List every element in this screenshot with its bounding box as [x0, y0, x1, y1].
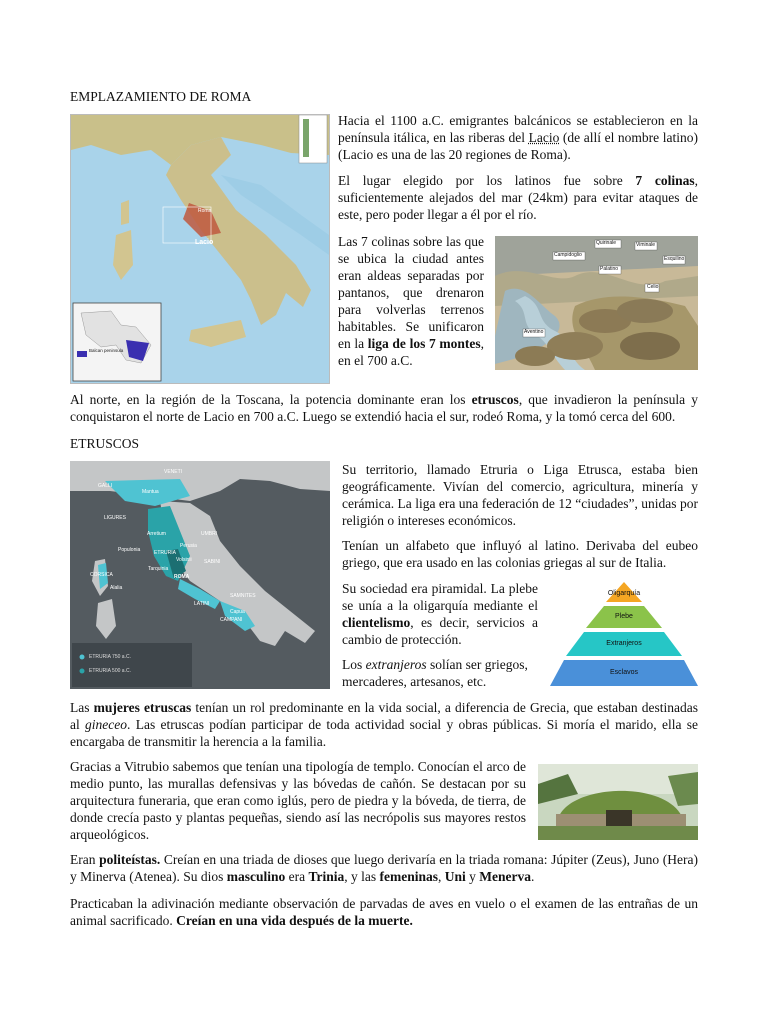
etruria-label-campani: CAMPANI: [220, 617, 243, 623]
heading-emplazamiento: EMPLAZAMIENTO DE ROMA: [70, 89, 252, 104]
hill-label-palatino: Palatino: [600, 266, 619, 272]
hill-label-celio: Celio: [647, 284, 659, 290]
map-label-lacio: Lacio: [195, 239, 214, 246]
etruria-label-ligures: LIGURES: [104, 515, 126, 521]
para-emigrantes: Hacia el 1100 a.C. emigrantes balcánicos se establecieron en la península itálica, en las riberas del Lacio (de allí el nombre latino) (Lacio es una de las 20 regiones de Roma).: [338, 113, 699, 162]
etruria-label-galli: GALLI: [98, 483, 113, 489]
hill-label-viminale: Viminale: [636, 242, 656, 248]
etruria-label-etruria: ETRURIA: [154, 550, 176, 556]
etruria-label-perusia: Perusia: [180, 543, 197, 549]
etruria-label-samnites: SAMNITES: [230, 593, 256, 599]
para-sociedad: Su sociedad era piramidal. La plebe se unía a la oligarquía mediante el clientelismo, es decir, servicios a cambio de protección.: [342, 581, 538, 647]
heading-etruscos: ETRUSCOS: [70, 436, 140, 451]
etruria-label-arretium: Arretium: [147, 531, 166, 537]
para-etruscos-norte: Al norte, en la región de la Toscana, la potencia dominante eran los etruscos, que invadieron la península y conquistaron el norte de Lacio en 700 a.C. Luego se extendió hacia el sur, rodeó Roma, y la tomó cerca del 600.: [70, 392, 698, 424]
etruria-label-populonia: Populonia: [118, 547, 141, 553]
etruria-label-capua: Capua: [230, 609, 245, 615]
etruria-label-alalia: Alalia: [110, 585, 123, 591]
pyramid-label-esclavos: Esclavos: [609, 669, 638, 676]
inset-legend: Balcan peninsula: [89, 348, 124, 353]
para-alfabeto: Tenían un alfabeto que influyó al latino. Derivaba del eubeo griego, que era usado en las colonias griegas al sur de Italia.: [342, 538, 698, 570]
etruscan-tomb-photo: [538, 764, 698, 840]
social-pyramid-diagram: [550, 580, 698, 688]
para-adivinacion: Practicaban la adivinación mediante observación de parvadas de aves en vuelo o el examen de las entrañas de un animal sacrificado. Creían en una vida después de la muerte.: [70, 896, 698, 928]
etruria-label-tarquinia: Tarquinia: [148, 566, 169, 572]
hill-label-quirinale: Quirinale: [596, 240, 617, 246]
para-mujeres-etruscas: Las mujeres etruscas tenían un rol predominante en la vida social, a diferencia de Grecia, que estaban destinadas al gineceo. Las etruscas podían participar de toda actividad social y obras públicas. Si moría el marido, ella se encargaba de transmitir la herencia a la familia.: [70, 700, 698, 749]
hill-label-esquilino: Esquilino: [664, 256, 685, 262]
map-label-roma: Roma: [198, 208, 212, 214]
para-politeistas: Eran politeístas. Creían en una triada de dioses que luego derivaría en la triada romana: Júpiter (Zeus), Juno (Hera) y Minerva (Atenea). Su dios masculino era Trinia, y las femeninas, Uni y Menerva.: [70, 852, 698, 884]
para-territorio: Su territorio, llamado Etruria o Liga Etrusca, estaba bien geográficamente. Vivían del comercio, agricultura, minería y cerámica. La liga era una federación de 12 “ciudades”, unidas por religión o intereses económicos.: [342, 462, 698, 528]
italy-map-image: [70, 114, 330, 384]
etruria-label-roma: ROMA: [174, 574, 190, 580]
pyramid-label-oligarquia: Oligarquía: [607, 590, 641, 597]
para-7-colinas: El lugar elegido por los latinos fue sobre 7 colinas, suficientemente alejados del mar (24km) para evitar ataques de este, pero poder llegar a él por el río.: [338, 173, 698, 222]
hill-label-campidoglio: Campidoglio: [554, 252, 582, 258]
seven-hills-illustration: [495, 236, 698, 370]
etruria-map-image: [70, 461, 330, 689]
etruria-label-corsica: CORSICA: [90, 572, 113, 578]
pyramid-label-extranjeros: Extranjeros: [606, 640, 642, 647]
para-liga-montes: Las 7 colinas sobre las que se ubica la ciudad antes eran aldeas separadas por pantanos, que drenaron para volverlas terrenos habitables. Se unificaron en la liga de los 7 montes, en el 700 a.C.: [338, 234, 484, 368]
etruria-label-sabini: SABINI: [204, 559, 221, 565]
para-extranjeros: Los extranjeros solían ser griegos, mercaderes, artesanos, etc.: [342, 657, 528, 689]
etruria-legend-500: ETRURIA 500 a.C.: [89, 668, 131, 674]
etruria-label-umbri: UMBRI: [201, 531, 218, 537]
etruria-label-volsinii: Volsinii: [176, 557, 192, 563]
etruria-label-latini: LATINI: [194, 601, 210, 607]
etruria-legend-750: ETRURIA 750 a.C.: [89, 654, 131, 660]
hill-label-aventino: Aventino: [524, 329, 544, 335]
pyramid-label-plebe: Plebe: [615, 613, 633, 620]
etruria-label-veneti: VENETI: [164, 469, 183, 475]
link-lacio: Lacio: [528, 130, 560, 145]
para-vitrubio: Gracias a Vitrubio sabemos que tenían una tipología de templo. Conocían el arco de medio punto, las murallas defensivas y las bóvedas de cañón. Se destacan por su arquitectura funeraria, que eran como iglús, pero de piedra y la bóveda, de tierra, de donde crecía pasto y plantas pequeñas, siendo así las necrópolis sus mayores restos arqueológicos.: [70, 759, 526, 842]
etruria-label-mantua: Mantua: [142, 489, 159, 495]
